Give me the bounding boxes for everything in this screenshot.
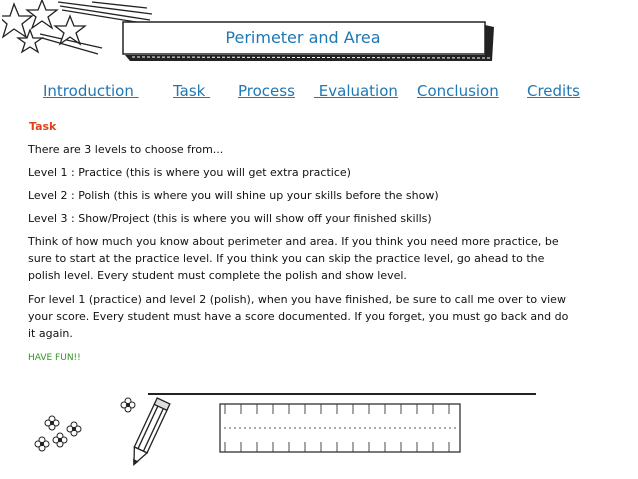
level-1-text: Level 1 : Practice (this is where you will get extra practice): [28, 166, 351, 179]
section-heading: Task: [29, 120, 57, 133]
intro-text: There are 3 levels to choose from...: [28, 143, 224, 156]
nav-link-process[interactable]: Process: [238, 82, 295, 100]
main-nav: [0, 82, 638, 104]
level-2-text: Level 2 : Polish (this is where you will shine up your skills before the show): [28, 189, 439, 202]
page-title: Perimeter and Area: [225, 28, 381, 47]
level-3-text: Level 3 : Show/Project (this is where you will show off your finished skills): [28, 212, 432, 225]
flowers-icon: [35, 398, 135, 451]
score-paragraph: For level 1 (practice) and level 2 (polish), when you have finished, be sure to call me over to view your score. Every student must have a score documented. If you forget, you must go back and do it again.: [28, 293, 569, 340]
nav-link-introduction[interactable]: Introduction: [43, 82, 139, 100]
nav-link-task[interactable]: Task: [173, 82, 211, 100]
closing-text: HAVE FUN!!: [28, 353, 81, 363]
task-content: [28, 141, 573, 374]
ruler-icon: [220, 404, 460, 452]
bottom-decoration: [0, 380, 638, 479]
pencil-icon: [128, 398, 170, 467]
instructions-paragraph: Think of how much you know about perimeter and area. If you think you need more practice, be sure to start at the practice level. If you think you can skip the practice level, go ahead to the polish level. Every student must complete the polish and show level.: [28, 235, 559, 282]
nav-link-evaluation[interactable]: Evaluation: [314, 82, 398, 100]
nav-link-conclusion[interactable]: Conclusion: [417, 82, 499, 100]
nav-link-credits[interactable]: Credits: [527, 82, 580, 100]
